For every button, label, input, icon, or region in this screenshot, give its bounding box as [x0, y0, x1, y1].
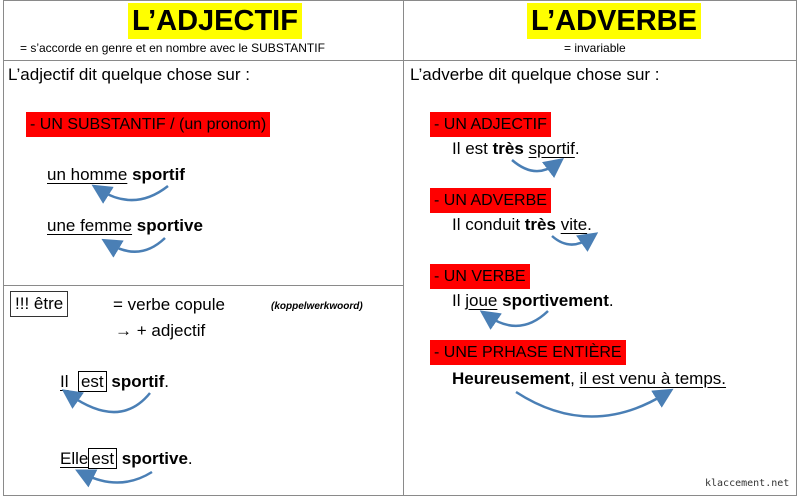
example-phrase: il est venu à temps. [579, 369, 727, 388]
example-period: . [587, 215, 592, 234]
adverbe-subtitle: = invariable [564, 41, 626, 55]
copule-note: (koppelwerkwoord) [271, 301, 363, 312]
copule-definition: = verbe copule [113, 295, 225, 314]
example-adverb: sportivement [502, 291, 609, 310]
example-text: Il conduit [452, 215, 525, 234]
example-period: . [164, 372, 169, 391]
example-adverb: très [524, 215, 556, 234]
example-adjective: sportive [121, 449, 188, 468]
tag-verbe: - UN VERBE [430, 264, 530, 289]
adverbe-title: L’ADVERBE [527, 3, 701, 39]
example-adjective: sportive [136, 216, 203, 235]
example-adjective: sportif [132, 165, 185, 184]
example-noun: une femme [47, 216, 133, 235]
example-elle-est [60, 448, 193, 470]
adjectif-title: L’ADJECTIF [128, 3, 302, 39]
example-tres-sportif [452, 138, 580, 160]
example-tres-vite [452, 214, 592, 236]
example-adverb-target: vite [560, 215, 588, 234]
tag-adverbe: - UN ADVERBE [430, 188, 551, 213]
example-joue-sportivement [452, 290, 614, 312]
example-text: Il est [452, 139, 493, 158]
adjectif-intro: L’adjectif dit quelque chose sur : [8, 65, 250, 84]
example-period: . [187, 449, 193, 468]
example-homme [47, 164, 185, 186]
example-il-est [60, 371, 169, 393]
column-divider [403, 0, 404, 496]
example-verb-box: est [88, 448, 117, 469]
tag-phrase: - UNE PRHASE ENTIÈRE [430, 340, 626, 365]
adjectif-subtitle: = s’accorde en genre et en nombre avec le SUBSTANTIF [20, 41, 325, 55]
example-adjective: sportif [528, 139, 575, 158]
example-heureusement [452, 368, 726, 390]
example-period: . [608, 291, 614, 310]
header-divider-left [3, 60, 403, 61]
etre-box: !!! être [10, 291, 68, 317]
example-adverb: très [492, 139, 524, 158]
watermark: klaccement.net [705, 478, 790, 489]
example-femme [47, 215, 203, 237]
example-adjective: sportif [111, 372, 165, 391]
header-divider-right [404, 60, 797, 61]
tag-substantif: - UN SUBSTANTIF / (un pronom) [26, 112, 270, 137]
example-comma: , [570, 369, 580, 388]
example-subject: Elle [60, 449, 89, 468]
example-adverb: Heureusement [452, 369, 571, 388]
adverbe-intro: L’adverbe dit quelque chose sur : [410, 65, 660, 84]
tag-adjectif: - UN ADJECTIF [430, 112, 551, 137]
example-subject: Il [60, 372, 69, 391]
example-noun: un homme [47, 165, 128, 184]
section-divider-left [3, 285, 403, 286]
example-text: Il [452, 291, 466, 310]
copule-adjectif: → + adjectif [115, 321, 206, 340]
example-period: . [574, 139, 580, 158]
example-verb: joue [465, 291, 498, 310]
example-verb-box: est [78, 371, 107, 392]
